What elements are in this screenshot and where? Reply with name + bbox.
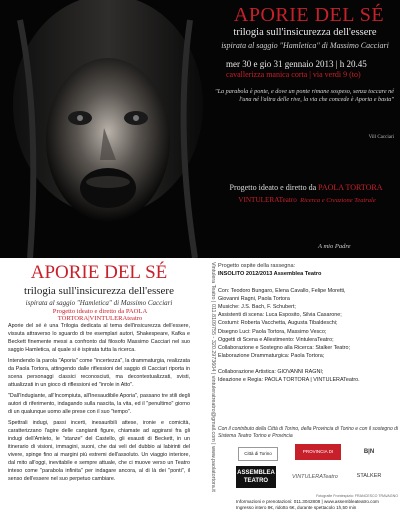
booking-line: Informazioni e prenotazioni: 011.3042808 | www.assembleateatro.com bbox=[236, 499, 379, 504]
stalker-logo: STALKER bbox=[356, 473, 382, 479]
festival-intro: Progetto ospite della rassegna: bbox=[218, 263, 296, 269]
vertical-contact-strip bbox=[199, 262, 217, 512]
project-director: PAOLA TORTORA bbox=[318, 183, 383, 192]
credit-row: Oggetti di Scena e Allestimento: VintuleraTeatro; bbox=[218, 336, 334, 343]
dedication: A mio Padre bbox=[318, 243, 351, 250]
description-paragraph: Intendendo la parola "Aporia" come "incertezza", la drammaturgia, realizzata da Paola Tortora, attingendo dalle riflessioni del saggio di Cacciari riporta in scena personaggi classici reconosciuti, ma decontestualizzati, svisti, attualizzati in un gioco di riflessioni ed "inrole in Atto". bbox=[8, 358, 190, 389]
poster-inspired-by: ispirata al saggio "Hamletica" di Massimo Cacciari bbox=[221, 41, 389, 50]
credit-row: Disegno Luci: Paola Tortora, Massimo Vesco; bbox=[218, 328, 327, 335]
flyer-inspired-by: ispirata al saggio "Hamletica" di Massimo Cacciari bbox=[25, 299, 173, 307]
credit-row: Con: Teodoro Bungaro, Elena Cavallo, Felipe Moretti, bbox=[218, 288, 346, 294]
credit-row: Ideazione e Regia: PAOLA TORTORA | VINTULERATeatro. bbox=[218, 377, 360, 384]
show-venue: cavallerizza manica corta | via verdi 9 (to) bbox=[226, 70, 361, 79]
actor-face-photo bbox=[0, 0, 215, 258]
vintulera-logo: VINTULERATeatro bbox=[292, 474, 338, 480]
citta-torino-logo: Città di Torino bbox=[238, 447, 278, 461]
quote-text: "La parabola è ponte, e dove un ponte rimane sospeso, senza toccare né l'una né l'altra delle rive, la via che concede è Aporia e basta" bbox=[214, 88, 394, 104]
description-paragraph: "Dall'Indugiante, all'Incompiuta, all'Inesaudibile Aporia", passano tre stili degli autori di riferimento, indagando sulla nascita, la vita, ed il "penultimo" giorno di un qualunque uomo alle prese con il suo "tempo". bbox=[8, 393, 190, 416]
flyer-title: APORIE DEL SÉ bbox=[30, 262, 168, 283]
festival-name: INSOLITO 2012/2013 Assemblea Teatro bbox=[218, 270, 322, 277]
project-credit bbox=[212, 183, 400, 192]
poster-title: APORIE DEL SÉ bbox=[233, 4, 385, 26]
show-date: mer 30 e gio 31 gennaio 2013 | h 20.45 bbox=[226, 59, 367, 69]
flyer-project-credit: Progetto ideato e diretto da PAOLA TORTORA|VINTULERAteatro bbox=[52, 308, 148, 322]
description-paragraph: Aporie del sé è una Trilogia dedicata al tema dell'insicurezza dell'essere, vissuta attraverso lo sguardo di tre esemplari autori, Shakespeare, Kafka e Beckett finemente messi a confronto dal filosofo Massimo Cacciari nel suo saggio Hamletica, al quale si è ispirata tutta la ricerca. bbox=[8, 323, 190, 354]
credit-row: Assistenti di scena: Luca Esposito, Silvia Casarone; bbox=[218, 312, 342, 319]
quote-author: Vill Cacciari bbox=[368, 135, 394, 140]
credit-row: Giovanni Ragni, Paola Tortora bbox=[218, 296, 290, 303]
photo-credit: Fotografie Frontespizio: FRANCESCO TRAVAGNO bbox=[316, 494, 398, 498]
credit-row: Collaborazione e Sostegno alla Ricerca: Stalker Teatro; bbox=[218, 344, 351, 351]
bn-logo: B|N bbox=[363, 449, 375, 455]
price-line: Ingresso intero 8€, ridotto 6€, durante spettacolo 1h,50 min bbox=[236, 504, 357, 510]
vertical-contact-text: Vintulera Teatro | 011.8109755 - 320.2973604 | vintuleratreatro@gmail.com | www.paolatortora.it bbox=[210, 262, 216, 492]
credit-row: Collaborazione Artistica: GIOVANNI RAGNI; bbox=[218, 369, 324, 376]
flyer-description bbox=[8, 322, 190, 486]
provincia-torino-logo: PROVINCIA DI TORINO bbox=[295, 444, 341, 460]
company-line bbox=[214, 196, 400, 204]
credits-list bbox=[218, 287, 398, 384]
credit-row: Elaborazione Drammaturgica: Paola Tortora; bbox=[218, 352, 325, 359]
assemblea-teatro-logo: ASSEMBLEA TEATRO bbox=[236, 466, 276, 488]
project-prefix: Progetto ideato e diretto da bbox=[229, 183, 317, 192]
festival-info bbox=[218, 263, 396, 278]
flyer-subtitle: trilogia sull'insicurezza dell'essere bbox=[24, 285, 174, 297]
credit-row bbox=[218, 360, 398, 368]
company-name: VINTULERATeatro bbox=[238, 196, 297, 204]
company-note: Ricerca e Creazione Teatrale bbox=[300, 197, 376, 204]
poster-subtitle: trilogia sull'insicurezza dell'essere bbox=[233, 27, 377, 38]
ticket-info bbox=[236, 499, 398, 511]
description-paragraph: Spettrali indugi, passi incerti, inesauribili attese, ironie e comicità, caratterizzano l'agire delle cangianti figure, chiamate ad aggirarsi fra gli indugi dell'Amleto, le "stanze" del Castello, gli esausti di Beckett, in un itinerario di visioni, immagini, suoni, che dai veli del dubbio ai labirinti del vivere, spinge fino ai margini più estremi dell'assoluto. Un viaggio interiore, dal mito all'oggi, inevitabile e sempre attuale, che ci muove verso un Teatro inteso come "parabola infinita" per indagare ancora, al di là dei "ponti", il senso dell'essere nel suo perpetuo cambiare. bbox=[8, 420, 190, 483]
credit-row: Musiche: J.S. Bach, F. Schubert; bbox=[218, 304, 296, 311]
credit-row: Costumi: Roberta Vacchetta, Augusta Tibaldeschi; bbox=[218, 320, 338, 327]
sponsor-note: Con il contributo della Città di Torino, della Provincia di Torino e con il sostegno di Sistema Teatro Torino e Provincia bbox=[218, 426, 399, 439]
